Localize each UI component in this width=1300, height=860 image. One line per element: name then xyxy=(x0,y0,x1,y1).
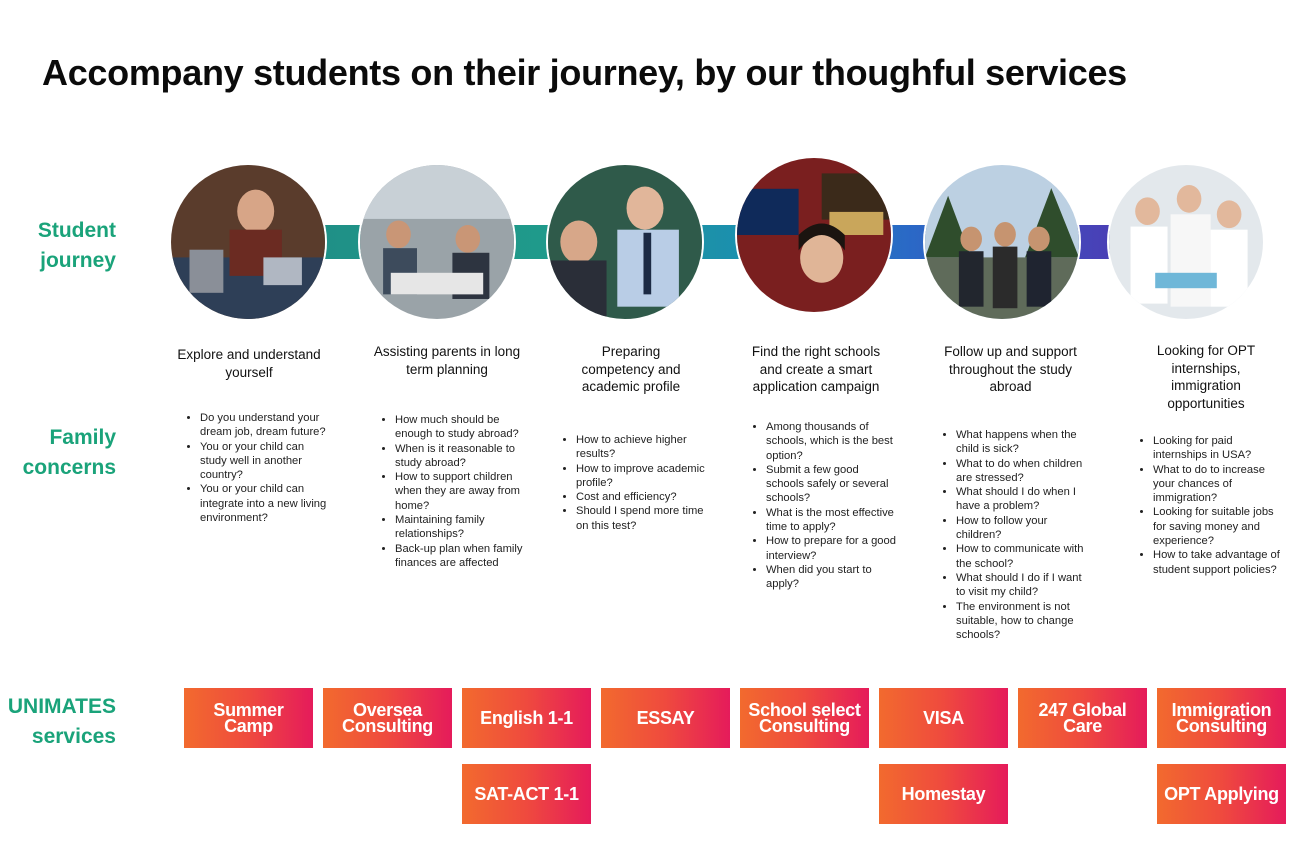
concern-item: • How to communicate with the school? xyxy=(956,542,1088,571)
concern-item: • You or your child can study well in another country? xyxy=(200,440,332,483)
concern-item: • How to improve academic profile? xyxy=(576,462,708,491)
concern-item: • How to follow your children? xyxy=(956,514,1088,543)
stage-title-6: Looking for OPT internships, immigration opportunities xyxy=(1156,343,1256,411)
service-school-select-consulting[interactable]: School select Consulting xyxy=(740,688,869,748)
concern-item: • How to achieve higher results? xyxy=(576,433,708,462)
concerns-list-2 xyxy=(381,413,527,570)
concerns-list-4 xyxy=(752,420,898,592)
concern-item: • What happens when the child is sick? xyxy=(956,428,1088,457)
concern-item: • Submit a few good schools safely or several schools? xyxy=(766,463,898,506)
service-247-global-care[interactable]: 247 Global Care xyxy=(1018,688,1147,748)
label-student-journey: Student journey xyxy=(37,219,116,272)
concern-item: • How to prepare for a good interview? xyxy=(766,534,898,563)
concern-item: • Back-up plan when family finances are affected xyxy=(395,542,527,571)
concerns-list-5 xyxy=(942,428,1088,642)
service-immigration-consulting[interactable]: Immigration Consulting xyxy=(1157,688,1286,748)
concern-item: • What should I do when I have a problem? xyxy=(956,485,1088,514)
stage-title-4: Find the right schools and create a smart application campaign xyxy=(751,344,881,394)
stage-title-5: Follow up and support throughout the study abroad xyxy=(944,344,1077,394)
concern-item: • You or your child can integrate into a new living environment? xyxy=(200,482,332,525)
service-essay[interactable]: ESSAY xyxy=(601,688,730,748)
service-summer-camp[interactable]: Summer Camp xyxy=(184,688,313,748)
concern-item: • How to take advantage of student support policies? xyxy=(1153,548,1285,577)
service-english-1-1[interactable]: English 1-1 xyxy=(462,688,591,748)
concern-item: • Should I spend more time on this test? xyxy=(576,504,708,533)
photo-university-banners xyxy=(737,158,891,312)
service-oversea-consulting[interactable]: Oversea Consulting xyxy=(323,688,452,748)
photo-student-lab xyxy=(171,165,325,319)
service-sat-act-1-1[interactable]: SAT-ACT 1-1 xyxy=(462,764,591,824)
concern-item: • When is it reasonable to study abroad? xyxy=(395,442,527,471)
concern-item: • How much should be enough to study abroad? xyxy=(395,413,527,442)
page-title: Accompany students on their journey, by our thoughful services xyxy=(42,52,1127,93)
photo-students-outdoors xyxy=(925,165,1079,319)
stage-title-1: Explore and understand yourself xyxy=(177,347,321,380)
concern-item: • Among thousands of schools, which is the best option? xyxy=(766,420,898,463)
label-family-concerns: Family concerns xyxy=(22,426,116,479)
concern-item: • How to support children when they are away from home? xyxy=(395,470,527,513)
concern-item: • Cost and efficiency? xyxy=(576,490,708,504)
photo-teacher-tutoring xyxy=(548,165,702,319)
concern-item: • Looking for paid internships in USA? xyxy=(1153,434,1285,463)
concerns-list-1 xyxy=(186,411,332,525)
concern-item: • What to do to increase your chances of immigration? xyxy=(1153,463,1285,506)
concern-item: • Looking for suitable jobs for saving money and experience? xyxy=(1153,505,1285,548)
photo-parents-meeting xyxy=(360,165,514,319)
concern-item: • Do you understand your dream job, dream future? xyxy=(200,411,332,440)
concern-item: • What to do when children are stressed? xyxy=(956,457,1088,486)
concern-item: • The environment is not suitable, how to change schools? xyxy=(956,600,1088,643)
label-unimates-services: UNIMATES services xyxy=(7,695,116,748)
photo-lab-internship xyxy=(1109,165,1263,319)
concern-item: • Maintaining family relationships? xyxy=(395,513,527,542)
concerns-list-6 xyxy=(1139,434,1285,577)
concerns-list-3 xyxy=(562,433,708,533)
stage-title-3: Preparing competency and academic profile xyxy=(581,344,681,394)
concern-item: • What is the most effective time to apply? xyxy=(766,506,898,535)
service-homestay[interactable]: Homestay xyxy=(879,764,1008,824)
concern-item: • When did you start to apply? xyxy=(766,563,898,592)
stage-title-2: Assisting parents in long term planning xyxy=(373,344,521,377)
service-visa[interactable]: VISA xyxy=(879,688,1008,748)
service-opt-applying[interactable]: OPT Applying xyxy=(1157,764,1286,824)
concern-item: • What should I do if I want to visit my child? xyxy=(956,571,1088,600)
